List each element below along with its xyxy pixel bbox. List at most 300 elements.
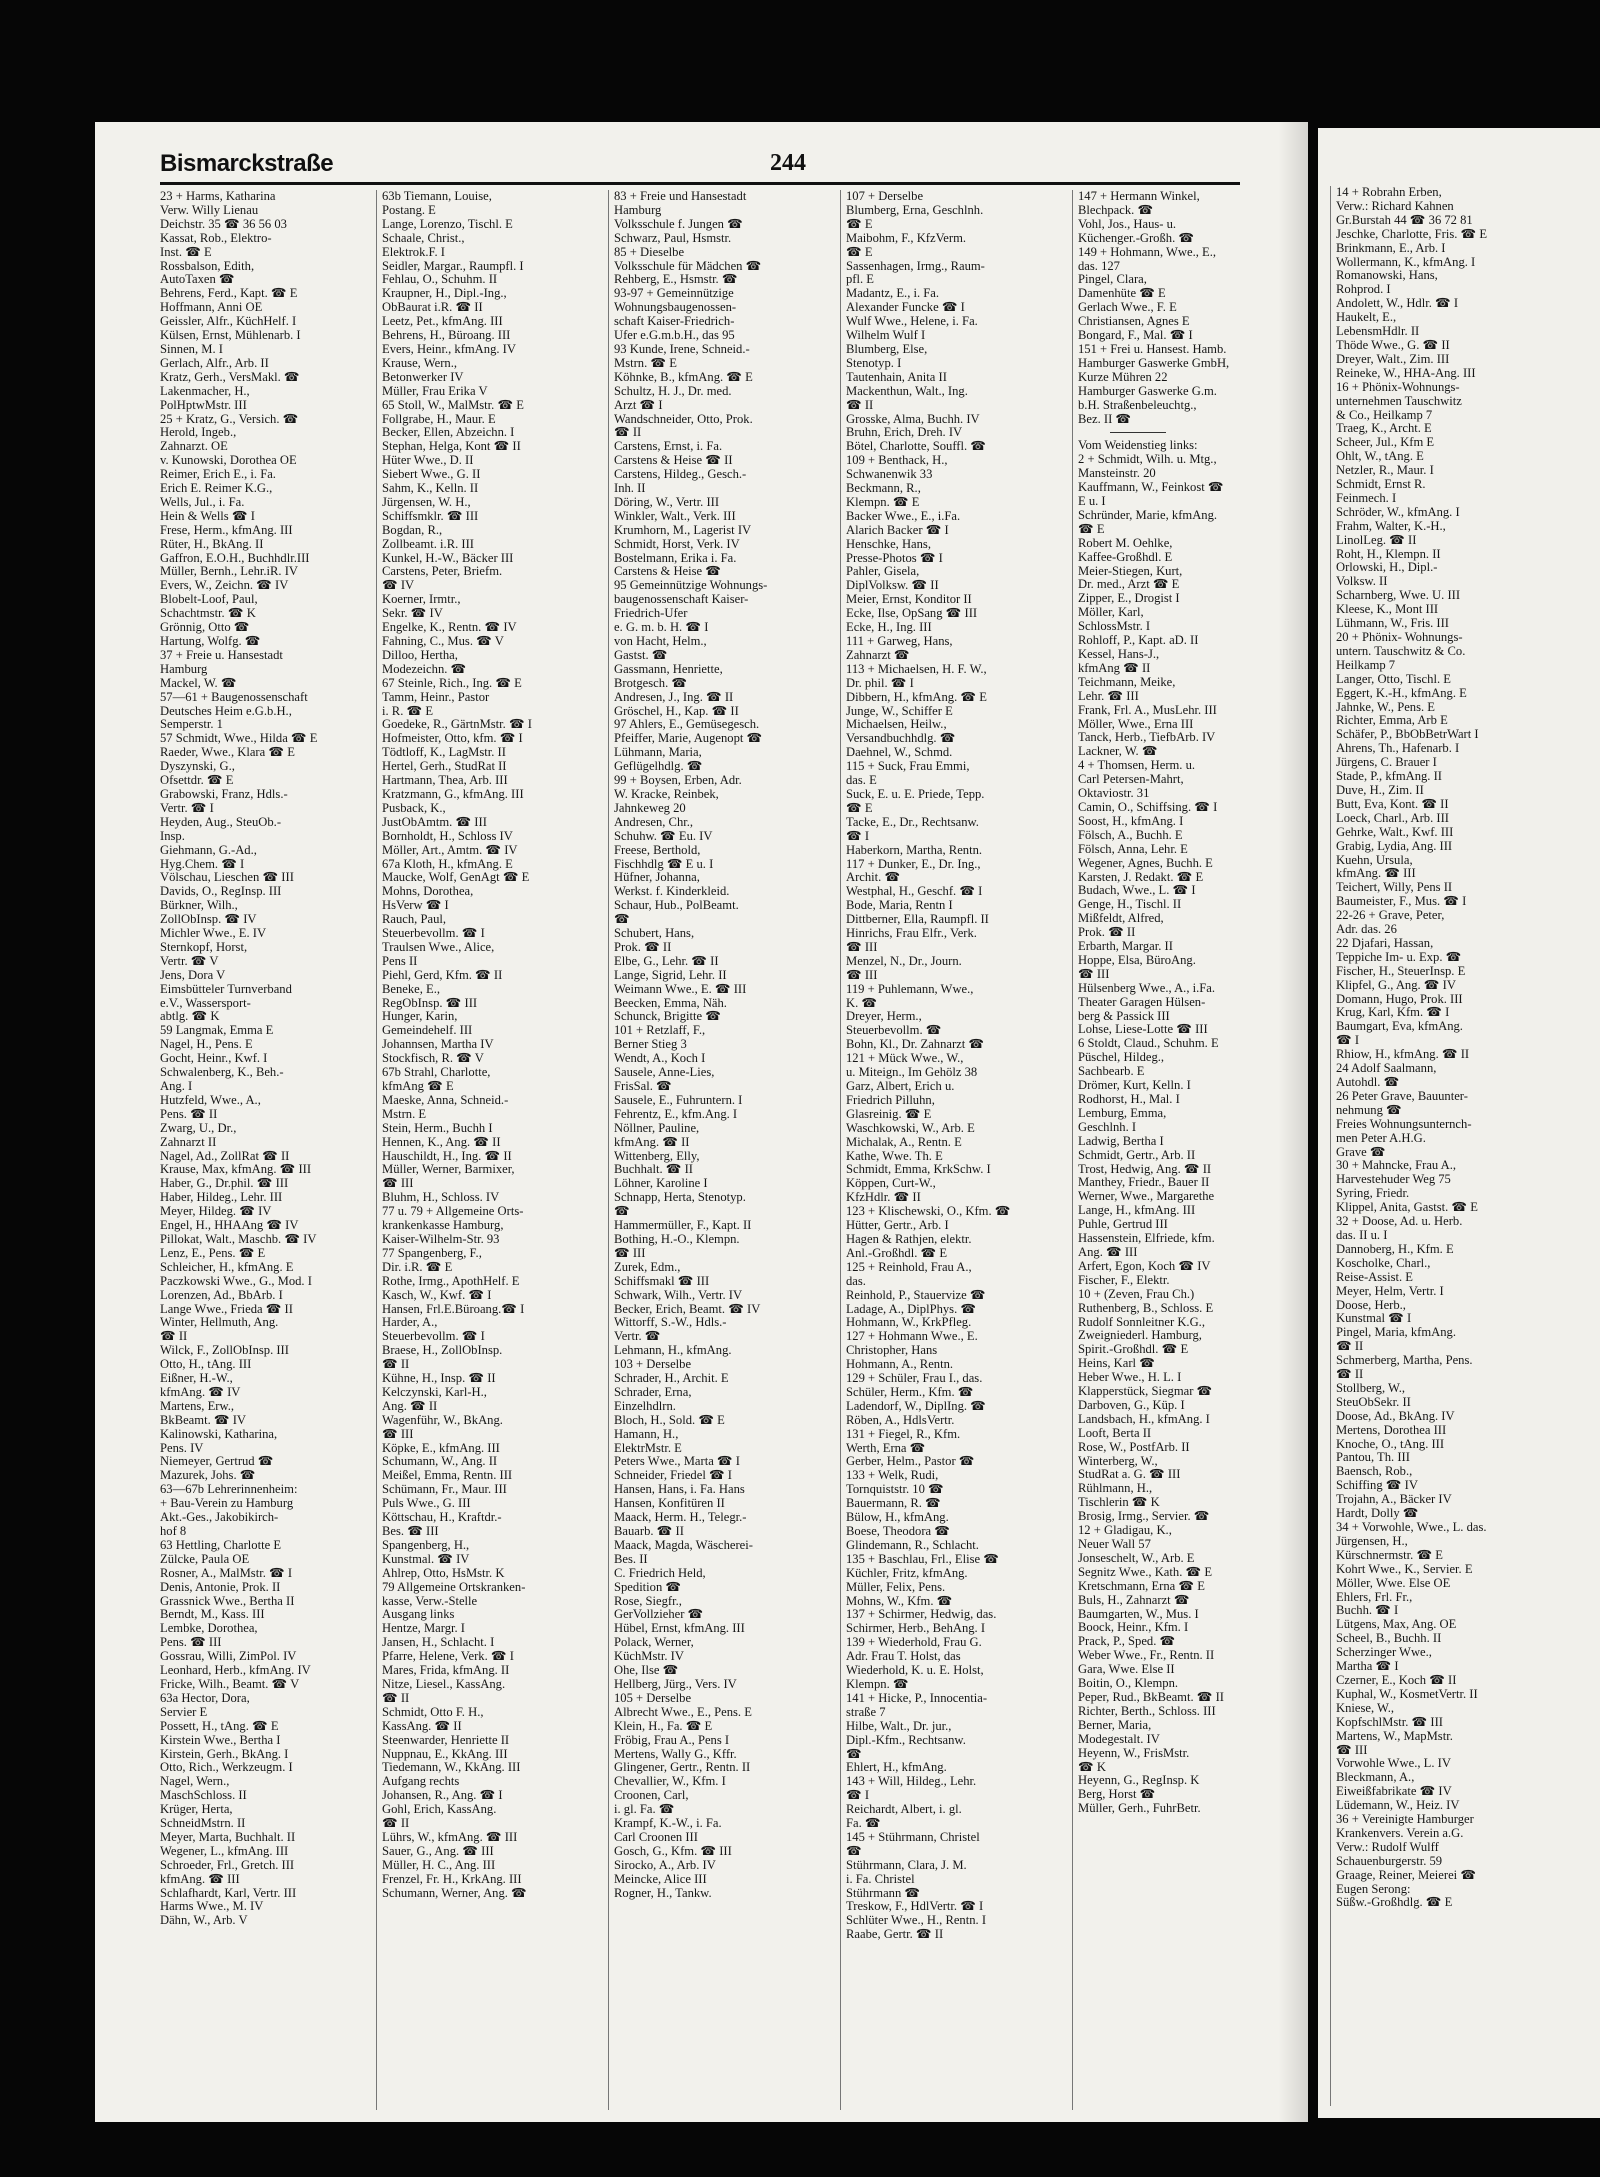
directory-entry-line: Rothe, Irmg., ApothHelf. E — [382, 1273, 520, 1288]
directory-entry-line: 16 + Phönix-Wohnungs- — [1336, 379, 1460, 394]
directory-entry-line: HsVerw ☎ I — [382, 898, 449, 913]
directory-entry-line: Prack, P., Sped. ☎ — [1078, 1634, 1176, 1649]
directory-entry-line: + Bau-Verein zu Hamburg — [160, 1496, 294, 1511]
directory-entry-line: Neuer Wall 57 — [1078, 1537, 1151, 1551]
column-1 — [160, 190, 368, 2110]
directory-entry-line: Nitze, Liesel., KassAng. — [382, 1676, 506, 1691]
directory-entry-line: ☎ — [614, 1204, 630, 1219]
directory-entry-line: Hamburg — [614, 202, 662, 217]
directory-entry-line: Kassat, Rob., Elektro- — [160, 230, 272, 245]
directory-entry-line: Schwalenberg, K., Beh.- — [160, 1065, 284, 1080]
directory-entry-line: Vom Weidenstieg links: — [1078, 438, 1198, 453]
directory-entry-line: Puls Wwe., G. III — [382, 1496, 471, 1511]
directory-entry-line: Bes. II — [614, 1551, 648, 1566]
directory-entry-line: Stührmann ☎ — [846, 1885, 921, 1900]
directory-entry-line: Prok. ☎ II — [614, 939, 672, 954]
directory-entry-line: ☎ III — [846, 939, 878, 954]
directory-entry-line: Spedition ☎ — [614, 1579, 682, 1594]
directory-entry-line: Lange, Sigrid, Lehr. II — [614, 967, 727, 982]
directory-entry-line: Klempn. ☎ E — [846, 494, 920, 509]
directory-entry-line: Geissler, Alfr., KüchHelf. I — [160, 314, 297, 329]
directory-entry-line: Berndt, M., Kass. III — [160, 1607, 265, 1622]
directory-entry-line: Rhiow, H., kfmAng. ☎ II — [1336, 1047, 1470, 1062]
directory-entry-line: Karsten, J. Redakt. ☎ E — [1078, 869, 1204, 884]
directory-entry-line: Gr.Burstah 44 ☎ 36 72 81 — [1336, 212, 1473, 227]
directory-entry-line: Schwanenwik 33 — [846, 467, 933, 482]
directory-entry-line: 2 + Schmidt, Wilh. u. Mtg., — [1078, 452, 1217, 467]
directory-entry-line: Rauch, Paul, — [382, 912, 447, 927]
directory-entry-line: Gaffron, E.O.H., Buchhdlr.III — [160, 550, 310, 565]
directory-entry-line: Hofmeister, Otto, kfm. ☎ I — [382, 731, 523, 746]
directory-entry-line: Raeder, Wwe., Klara ☎ E — [160, 745, 295, 760]
directory-entry-line: 131 + Fiegel, R., Kfm. — [846, 1426, 961, 1441]
directory-entry-line: Lange, Lorenzo, Tischl. E — [382, 216, 513, 231]
directory-entry-line: Gocht, Heinr., Kwf. I — [160, 1051, 268, 1066]
directory-entry-line: PolHptwMstr. III — [160, 397, 247, 412]
directory-entry-line: 127 + Hohmann Wwe., E. — [846, 1329, 978, 1344]
directory-entry-line: Schröder, W., kfmAng. I — [1336, 504, 1460, 519]
directory-entry-line: Dreyer, Walt., Zim. III — [1336, 351, 1450, 366]
directory-entry-line: Trost, Hedwig, Ang. ☎ II — [1078, 1161, 1212, 1176]
directory-entry-line: Akt.-Ges., Jakobikirch- — [160, 1510, 279, 1525]
directory-entry-line: Müller, Gerh., FuhrBetr. — [1078, 1801, 1201, 1816]
directory-entry-line: Reichardt, Albert, i. gl. — [846, 1802, 962, 1817]
directory-entry-line: kfmAng. ☎ III — [160, 1871, 240, 1886]
directory-entry-line: Winterberg, W., — [1078, 1453, 1158, 1468]
directory-entry-line: Hardt, Dolly ☎ — [1336, 1506, 1419, 1521]
directory-entry-line: 57 Schmidt, Wwe., Hilda ☎ E — [160, 731, 318, 746]
directory-entry-line: Steuerbevollm. ☎ I — [382, 926, 485, 941]
directory-entry-line: Backer Wwe., E., i.Fa. — [846, 508, 961, 523]
directory-entry-line: Kraupner, H., Dipl.-Ing., — [382, 286, 507, 301]
directory-entry-line: Ahrens, Th., Hafenarb. I — [1336, 741, 1460, 756]
directory-entry-line: Schmidt, Horst, Verk. IV — [614, 536, 740, 551]
directory-entry-line: Wells, Jul., i. Fa. — [160, 494, 245, 509]
directory-entry-line: krankenkasse Hamburg, — [382, 1218, 504, 1233]
directory-entry-line: 119 + Puhlemann, Wwe., — [846, 981, 974, 996]
directory-entry-line: StudRat a. G. ☎ III — [1078, 1467, 1181, 1482]
directory-entry-line: Rehberg, E., Hsmstr. ☎ — [614, 272, 738, 287]
directory-entry-line: Garz, Albert, Erich u. — [846, 1079, 955, 1093]
directory-entry-line: Eißner, H.-W., — [160, 1371, 233, 1386]
directory-entry-line: Hinrichs, Frau Elfr., Verk. — [846, 926, 977, 941]
directory-entry-line: Sirocko, A., Arb. IV — [614, 1857, 716, 1872]
directory-entry-line: Scherzinger Wwe., — [1336, 1645, 1432, 1660]
directory-entry-line: Haber, G., Dr.phil. ☎ III — [160, 1176, 289, 1191]
directory-entry-line: Albrecht Wwe., E., Pens. E — [614, 1704, 752, 1719]
directory-entry-line: Fölsch, A., Buchh. E — [1078, 827, 1183, 842]
directory-entry-line: Kleese, K., Mont III — [1336, 602, 1439, 617]
directory-entry-line: Bötel, Charlotte, Souffl. ☎ — [846, 439, 986, 454]
directory-entry-line: Klippel, Anita, Gastst. ☎ E — [1336, 1200, 1478, 1215]
directory-entry-line: Möller, Wwe. Else OE — [1336, 1575, 1451, 1590]
directory-entry-line: 26 Peter Grave, Bauunter- — [1336, 1088, 1468, 1103]
directory-entry-line: Engelke, K., Rentn. ☎ IV — [382, 620, 517, 635]
directory-entry-line: straße 7 — [846, 1704, 886, 1719]
directory-entry-line: 25 + Kratz, G., Versich. ☎ — [160, 411, 299, 426]
directory-entry-line: Sachbearb. E — [1078, 1064, 1145, 1079]
directory-entry-line: Bothing, H.-O., Klempn. — [614, 1231, 740, 1246]
directory-entry-line: Grave ☎ — [1336, 1144, 1386, 1159]
directory-entry-line: Buchhalt. ☎ II — [614, 1162, 693, 1177]
directory-entry-line: Schlüter Wwe., H., Rentn. I — [846, 1913, 987, 1928]
directory-entry-line: KüchMstr. IV — [614, 1649, 684, 1664]
directory-entry-line: ☎ II — [382, 1690, 410, 1705]
directory-entry-line: Michalak, A., Rentn. E — [846, 1134, 962, 1149]
directory-entry-line: Meyer, Marta, Buchhalt. II — [160, 1829, 296, 1844]
directory-entry-line: 22 Djafari, Hassan, — [1336, 935, 1434, 950]
directory-entry-line: Bornholdt, H., Schloss IV — [382, 828, 513, 843]
directory-entry-line: C. Friedrich Held, — [614, 1565, 706, 1580]
directory-entry-line: Lehmann, H., kfmAng. — [614, 1343, 732, 1358]
running-head: Bismarckstraße — [160, 150, 334, 177]
directory-entry-line: Carstens & Heise ☎ — [614, 564, 721, 579]
directory-entry-line: Löhner, Karoline I — [614, 1176, 708, 1191]
directory-entry-line: Eiweißfabrikate ☎ IV — [1336, 1784, 1452, 1799]
directory-entry-line: Lakenmacher, H., — [160, 383, 250, 398]
directory-entry-line: Carstens, Peter, Briefm. — [382, 564, 503, 579]
directory-entry-line: Schmidt, Emma, KrkSchw. I — [846, 1162, 991, 1177]
directory-entry-line: Blechpack. ☎ — [1078, 202, 1154, 217]
directory-entry-line: Tacke, E., Dr., Rechtsanw. — [846, 814, 979, 829]
directory-page — [95, 122, 1308, 2122]
directory-entry-line: Dannoberg, H., Kfm. E — [1336, 1241, 1454, 1256]
directory-entry-line: Anl.-Großhdl. ☎ E — [846, 1245, 948, 1260]
directory-entry-line: Mackenthun, Walt., Ing. — [846, 383, 968, 398]
directory-entry-line: Zahnarzt II — [160, 1134, 217, 1149]
directory-entry-line: Jonseschelt, W., Arb. E — [1078, 1550, 1195, 1565]
directory-entry-line: Hertel, Gerh., StudRat II — [382, 759, 507, 774]
directory-entry-line: Lütgens, Max, Ang. OE — [1336, 1617, 1457, 1632]
directory-entry-line: Ladwig, Bertha I — [1078, 1133, 1164, 1148]
directory-entry-line: 4 + Thomsen, Herm. u. — [1078, 758, 1196, 773]
directory-entry-line: Schüler, Herm., Kfm. ☎ — [846, 1384, 974, 1399]
directory-entry-line: 10 + (Zeven, Frau Ch.) — [1078, 1286, 1195, 1301]
directory-entry-line: Andresen, Chr., — [614, 814, 694, 829]
directory-entry-line: Zwarg, U., Dr., — [160, 1120, 237, 1135]
directory-entry-line: b.H. Straßenbeleuchtg., — [1078, 397, 1197, 412]
directory-entry-line: ObBaurat i.R. ☎ II — [382, 300, 483, 315]
directory-entry-line: Deutsches Heim e.G.b.H., — [160, 703, 292, 718]
directory-entry-line: Glindemann, R., Schlacht. — [846, 1537, 979, 1552]
directory-entry-line: Hartmann, Thea, Arb. III — [382, 773, 508, 788]
directory-entry-line: E u. I — [1078, 494, 1106, 509]
directory-entry-line: Weber Wwe., Fr., Rentn. II — [1078, 1648, 1215, 1663]
directory-entry-line: Pillokat, Walt., Maschb. ☎ IV — [160, 1231, 317, 1246]
directory-entry-line: Blumberg, Erna, Geschlnh. — [846, 202, 984, 217]
directory-entry-line: Schumann, Werner, Ang. ☎ — [382, 1885, 527, 1900]
directory-entry-line: Deichstr. 35 ☎ 36 56 03 — [160, 216, 287, 231]
directory-entry-line: Schleicher, H., kfmAng. E — [160, 1259, 294, 1274]
directory-entry-line: Nagel, Ad., ZollRat ☎ II — [160, 1148, 290, 1163]
directory-entry-line: ☎ II — [1336, 1339, 1364, 1354]
directory-entry-line: Steuerbevollm. ☎ — [846, 1023, 942, 1038]
directory-entry-line: abtlg. ☎ K — [160, 1009, 220, 1024]
directory-entry-line: Vertr. ☎ I — [160, 800, 214, 815]
directory-entry-line: von Hacht, Helm., — [614, 634, 707, 648]
directory-entry-line: Küchenger.-Großh. ☎ — [1078, 230, 1195, 245]
directory-entry-line: Piehl, Gerd, Kfm. ☎ II — [382, 967, 503, 982]
directory-entry-line: kfmAng. ☎ II — [614, 1134, 690, 1149]
directory-entry-line: Hyg.Chem. ☎ I — [160, 856, 245, 871]
directory-entry-line: 30 + Mahncke, Frau A., — [1336, 1158, 1457, 1173]
directory-entry-line: Fehrentz, E., kfm.Ang. I — [614, 1106, 738, 1121]
directory-entry-line: u. Miteign., Im Gehölz 38 — [846, 1065, 978, 1080]
directory-entry-line: Meyer, Helm, Vertr. I — [1336, 1283, 1444, 1298]
directory-entry-line: 135 + Baschlau, Frl., Elise ☎ — [846, 1551, 999, 1566]
directory-entry-line: Domann, Hugo, Prok. III — [1336, 991, 1463, 1006]
directory-entry-line: Mares, Frida, kfmAng. II — [382, 1663, 510, 1678]
directory-entry-line: Grosske, Alma, Buchh. IV — [846, 411, 980, 426]
directory-entry-line: Bülow, H., kfmAng. — [846, 1510, 949, 1525]
directory-entry-line: ☎ III — [846, 967, 878, 982]
directory-entry-line: Krause, Wern., — [382, 355, 457, 370]
directory-entry-line: Pfarre, Helene, Verk. ☎ I — [382, 1649, 514, 1664]
directory-entry-line: 147 + Hermann Winkel, — [1078, 190, 1200, 203]
directory-entry-line: Ecke, H., Ing. III — [846, 620, 932, 635]
directory-entry-line: Wittenberg, Elly, — [614, 1148, 700, 1163]
directory-entry-line: Zülcke, Paula OE — [160, 1551, 250, 1566]
directory-entry-line: Klein, H., Fa. ☎ E — [614, 1718, 713, 1733]
directory-entry-line: Soost, H., kfmAng. I — [1078, 813, 1184, 828]
directory-entry-line: Köppen, Curt-W., — [846, 1176, 936, 1191]
directory-entry-line: Spirit.-Großhdl. ☎ E — [1078, 1342, 1189, 1357]
directory-entry-line: Rühlmann, H., — [1078, 1481, 1153, 1496]
directory-entry-line: SchlossMstr. I — [1078, 619, 1151, 634]
directory-entry-line: RegObInsp. ☎ III — [382, 995, 478, 1010]
directory-entry-line: Loeck, Charl., Arb. III — [1336, 810, 1449, 825]
next-page-partial — [1318, 128, 1600, 2118]
directory-entry-line: 67b Strahl, Charlotte, — [382, 1065, 491, 1080]
directory-entry-line: Lühmann, W., Fris. III — [1336, 616, 1449, 631]
directory-entry-line: Schümann, Fr., Maur. III — [382, 1482, 507, 1497]
directory-entry-line: Beneke, E., — [382, 981, 441, 996]
directory-entry-line: Wittorff, S.-W., Hdls.- — [614, 1315, 727, 1330]
directory-entry-line: 139 + Wiederhold, Frau G. — [846, 1635, 982, 1650]
directory-entry-line: Wulf Wwe., Helene, i. Fa. — [846, 314, 978, 329]
column-5 — [1072, 190, 1278, 2110]
directory-entry-line: Vorwohle Wwe., L. IV — [1336, 1756, 1451, 1771]
directory-entry-line: Leetz, Pet., kfmAng. III — [382, 314, 503, 329]
directory-entry-line: ☎ II — [846, 397, 874, 412]
directory-entry-line: Friedrich-Ufer — [614, 606, 688, 621]
directory-entry-line: Steenwarder, Henriette II — [382, 1732, 510, 1747]
directory-entry-line: ☎ III — [382, 1176, 414, 1191]
directory-entry-line: Schroeder, Frl., Gretch. III — [160, 1857, 295, 1872]
directory-entry-line: Sekr. ☎ IV — [382, 606, 443, 621]
directory-entry-line: KfzHdlr. ☎ II — [846, 1190, 921, 1205]
directory-entry-line: Adr. das. 26 — [1336, 922, 1397, 937]
directory-entry-line: Külsen, Ernst, Mühlenarb. I — [160, 328, 301, 343]
directory-entry-line: Ang. ☎ II — [382, 1398, 438, 1413]
directory-entry-line: Hennen, K., Ang. ☎ II — [382, 1134, 501, 1149]
directory-entry-line: Drömer, Kurt, Kelln. I — [1078, 1078, 1191, 1093]
directory-entry-line: 63 Hettling, Charlotte E — [160, 1537, 282, 1552]
directory-entry-line: Feinmech. I — [1336, 490, 1397, 505]
directory-entry-line: Spangenberg, H., — [382, 1537, 470, 1552]
directory-entry-line: Fahning, C., Mus. ☎ V — [382, 634, 504, 648]
directory-entry-line: Adr. Frau T. Holst, das — [846, 1649, 961, 1664]
directory-entry-line: Peper, Rud., BkBeamt. ☎ II — [1078, 1689, 1224, 1704]
directory-entry-line: Thöde Wwe., G. ☎ II — [1336, 337, 1450, 352]
directory-entry-line: Beecken, Emma, Näh. — [614, 995, 727, 1010]
directory-entry-line: Pingel, Clara, — [1078, 272, 1147, 287]
directory-entry-line: Rose, W., PostfArb. II — [1078, 1439, 1190, 1454]
directory-entry-line: Duve, H., Zim. II — [1336, 782, 1424, 797]
directory-entry-line: Friedrich Pilluhn, — [846, 1092, 935, 1107]
directory-entry-line: Maibohm, F., KfzVerm. — [846, 230, 967, 245]
directory-entry-line: Christiansen, Agnes E — [1078, 314, 1190, 329]
directory-entry-line: Kirstein, Gerh., BkAng. I — [160, 1746, 289, 1761]
directory-entry-line: Brosig, Irmg., Servier. ☎ — [1078, 1509, 1210, 1524]
directory-entry-line: Müller, Frau Erika V — [382, 383, 488, 398]
directory-entry-line: Mohns, Dorothea, — [382, 884, 474, 899]
directory-entry-line: Gohl, Erich, KassAng. — [382, 1802, 497, 1817]
directory-entry-line: Pusback, K., — [382, 800, 446, 815]
directory-entry-line: Sternkopf, Horst, — [160, 939, 248, 954]
directory-entry-line: Siebert Wwe., G. II — [382, 467, 481, 482]
directory-entry-line: Sausele, E., Fuhruntern. I — [614, 1092, 743, 1107]
directory-entry-line: Grabig, Lydia, Ang. III — [1336, 838, 1453, 853]
directory-entry-line: 79 Allgemeine Ortskranken- — [382, 1579, 526, 1594]
directory-entry-line: Einzelhdlrn. — [614, 1398, 676, 1413]
directory-entry-line: Kauffmann, W., Feinkost ☎ — [1078, 480, 1224, 495]
directory-entry-line: Zahnarzt ☎ — [846, 647, 910, 662]
directory-entry-line: Buchh. ☎ I — [1336, 1603, 1399, 1618]
directory-entry-line: 24 Adolf Saalmann, — [1336, 1061, 1437, 1076]
directory-entry-line: Köttschau, H., Kraftdr.- — [382, 1510, 502, 1525]
directory-entry-line: Vertr. ☎ — [614, 1329, 661, 1344]
directory-entry-line: Verw.: Rudolf Wulff — [1336, 1839, 1439, 1854]
directory-entry-line: Mstrn. E — [382, 1106, 427, 1121]
directory-entry-line: ☎ I — [846, 1788, 870, 1803]
directory-entry-line: Nuppnau, E., KkAng. III — [382, 1746, 508, 1761]
directory-entry-line: Mertens, Dorothea III — [1336, 1422, 1447, 1437]
directory-entry-line: Westphal, H., Geschf. ☎ I — [846, 884, 983, 899]
directory-entry-line: ElektrMstr. E — [614, 1440, 682, 1455]
directory-entry-line: das. E — [846, 773, 877, 788]
directory-entry-line: Michaelsen, Heilw., — [846, 717, 947, 732]
directory-entry-line: Fricke, Wilh., Beamt. ☎ V — [160, 1676, 300, 1691]
directory-entry-line: Brinkmann, E., Arb. I — [1336, 240, 1446, 255]
directory-entry-line: Ang. ☎ III — [1078, 1244, 1138, 1259]
directory-entry-line: Mazurek, Johs. ☎ — [160, 1468, 256, 1483]
directory-entry-line: Boock, Heinr., Kfm. I — [1078, 1620, 1189, 1635]
directory-entry-line: Andolett, W., Hdlr. ☎ I — [1336, 296, 1459, 311]
directory-entry-line: ☎ IV — [382, 578, 415, 593]
directory-entry-line: Teppiche Im- u. Exp. ☎ — [1336, 949, 1462, 964]
directory-entry-line: Grassnick Wwe., Bertha II — [160, 1593, 295, 1608]
directory-entry-line: nehmung ☎ — [1336, 1102, 1402, 1117]
directory-entry-line: ☎ III — [1078, 966, 1110, 981]
directory-entry-line: e.V., Wassersport- — [160, 995, 251, 1010]
directory-entry-line: Jürgensen, H., — [1336, 1533, 1408, 1548]
directory-entry-line: Menzel, N., Dr., Journ. — [846, 953, 962, 968]
directory-entry-line: Elektrok.F. I — [382, 244, 445, 259]
directory-entry-line: Müller, H. C., Ang. III — [382, 1857, 496, 1872]
directory-entry-line: Gosch, G., Kfm. ☎ III — [614, 1843, 732, 1858]
directory-entry-line: Jürgens, C. Brauer I — [1336, 755, 1437, 770]
directory-entry-line: Schwark, Wilh., Vertr. IV — [614, 1287, 743, 1302]
directory-entry-line: Jens, Dora V — [160, 967, 226, 982]
directory-entry-line: Kratz, Gerh., VersMakl. ☎ — [160, 369, 300, 384]
directory-entry-line: Ausgang links — [382, 1607, 455, 1622]
directory-entry-line: Tischlerin ☎ K — [1078, 1495, 1160, 1510]
directory-entry-line: Gara, Wwe. Else II — [1078, 1662, 1175, 1677]
directory-entry-line: 133 + Welk, Rudi, — [846, 1468, 939, 1483]
directory-entry-line: kfmAng ☎ II — [1078, 660, 1151, 675]
directory-entry-line: Giehmann, G.-Ad., — [160, 842, 257, 857]
directory-entry-line: Wegener, Agnes, Buchh. E — [1078, 855, 1213, 870]
directory-entry-line: 65 Stoll, W., MalMstr. ☎ E — [382, 397, 524, 412]
directory-entry-line: Carstens, Hildeg., Gesch.- — [614, 467, 747, 482]
directory-entry-line: Bluhm, H., Schloss. IV — [382, 1190, 500, 1205]
directory-entry-line: Dr. med., Arzt ☎ E — [1078, 577, 1180, 592]
directory-entry-line: Hohmann, W., KrkPfleg. — [846, 1315, 972, 1330]
directory-entry-line: Teichert, Willy, Pens II — [1336, 880, 1453, 895]
directory-entry-line: Hülsenberg Wwe., A., i.Fa. — [1078, 980, 1215, 995]
directory-entry-line: Wagenführ, W., BkAng. — [382, 1412, 503, 1427]
directory-entry-line: Stollberg, W., — [1336, 1380, 1406, 1395]
directory-entry-line: ☎ II — [382, 1816, 410, 1831]
directory-entry-line: Süßw.-Großhdlg. ☎ E — [1336, 1895, 1453, 1910]
directory-entry-line: Möller, Art., Amtm. ☎ IV — [382, 842, 518, 857]
directory-entry-line: GerVollzieher ☎ — [614, 1607, 704, 1622]
directory-entry-line: Tornquiststr. 10 ☎ — [846, 1482, 944, 1497]
directory-entry-line: Nagel, Wern., — [160, 1774, 230, 1789]
directory-entry-line: Volksschule für Mädchen ☎ — [614, 258, 762, 273]
directory-entry-line: Alarich Backer ☎ I — [846, 522, 949, 537]
directory-entry-line: Doose, Ad., BkAng. IV — [1336, 1408, 1455, 1423]
directory-entry-line: Möller, Wwe., Erna III — [1078, 716, 1194, 731]
directory-entry-line: Krug, Karl, Kfm. ☎ I — [1336, 1005, 1450, 1020]
directory-entry-line: Wilck, F., ZollObInsp. III — [160, 1343, 289, 1358]
directory-entry-line: Hagen & Rathjen, elektr. — [846, 1231, 972, 1246]
directory-entry-line: Betonwerker IV — [382, 369, 464, 384]
directory-entry-line: Püschel, Hildeg., — [1078, 1050, 1165, 1065]
directory-entry-line: Rohprod. I — [1336, 282, 1391, 297]
directory-entry-line: 63—67b Lehrerinnenheim: — [160, 1482, 298, 1497]
directory-entry-line: 6 Stoldt, Claud., Schuhm. E — [1078, 1036, 1219, 1051]
directory-entry-line: ☎ I — [1336, 1033, 1360, 1048]
directory-entry-line: Wilhelm Wulf I — [846, 328, 926, 343]
directory-entry-line: 105 + Derselbe — [614, 1690, 692, 1705]
directory-entry-line: Hammermüller, F., Kapt. II — [614, 1218, 752, 1233]
directory-entry-line: Carstens, Ernst, i. Fa. — [614, 439, 723, 454]
directory-entry-line: Hutzfeld, Wwe., A., — [160, 1092, 261, 1107]
directory-entry-line: Baumgarten, W., Mus. I — [1078, 1606, 1199, 1621]
directory-entry-line: ☎ K — [1078, 1759, 1106, 1774]
directory-entry-line: Harms Wwe., M. IV — [160, 1899, 264, 1914]
directory-entry-line: ☎ — [846, 1843, 862, 1858]
directory-entry-line: pfl. E — [846, 272, 874, 287]
directory-entry-line: Schiffsmakl ☎ III — [614, 1273, 710, 1288]
next-page-column — [1330, 186, 1600, 2106]
directory-entry-line: Schunck, Brigitte ☎ — [614, 1009, 721, 1024]
directory-entry-line: Pens II — [382, 953, 418, 968]
directory-entry-line: Chevallier, W., Kfm. I — [614, 1774, 726, 1789]
directory-entry-line: Mohns, W., Kfm. ☎ — [846, 1593, 953, 1608]
directory-entry-line: Kessel, Hans-J., — [1078, 647, 1160, 661]
directory-entry-line: Autohdl. ☎ — [1336, 1075, 1400, 1089]
directory-entry-line: MaschSchloss. II — [160, 1788, 247, 1803]
directory-entry-line: Carl Croonen III — [614, 1829, 698, 1844]
directory-entry-line: Sassenhagen, Irmg., Raum- — [846, 258, 985, 273]
directory-entry-line: Puhle, Gertrud III — [1078, 1217, 1168, 1232]
directory-entry-line: Hilbe, Walt., Dr. jur., — [846, 1718, 952, 1733]
directory-entry-line: Klempn. ☎ — [846, 1676, 909, 1691]
directory-entry-line: Volksw. II — [1336, 574, 1388, 589]
